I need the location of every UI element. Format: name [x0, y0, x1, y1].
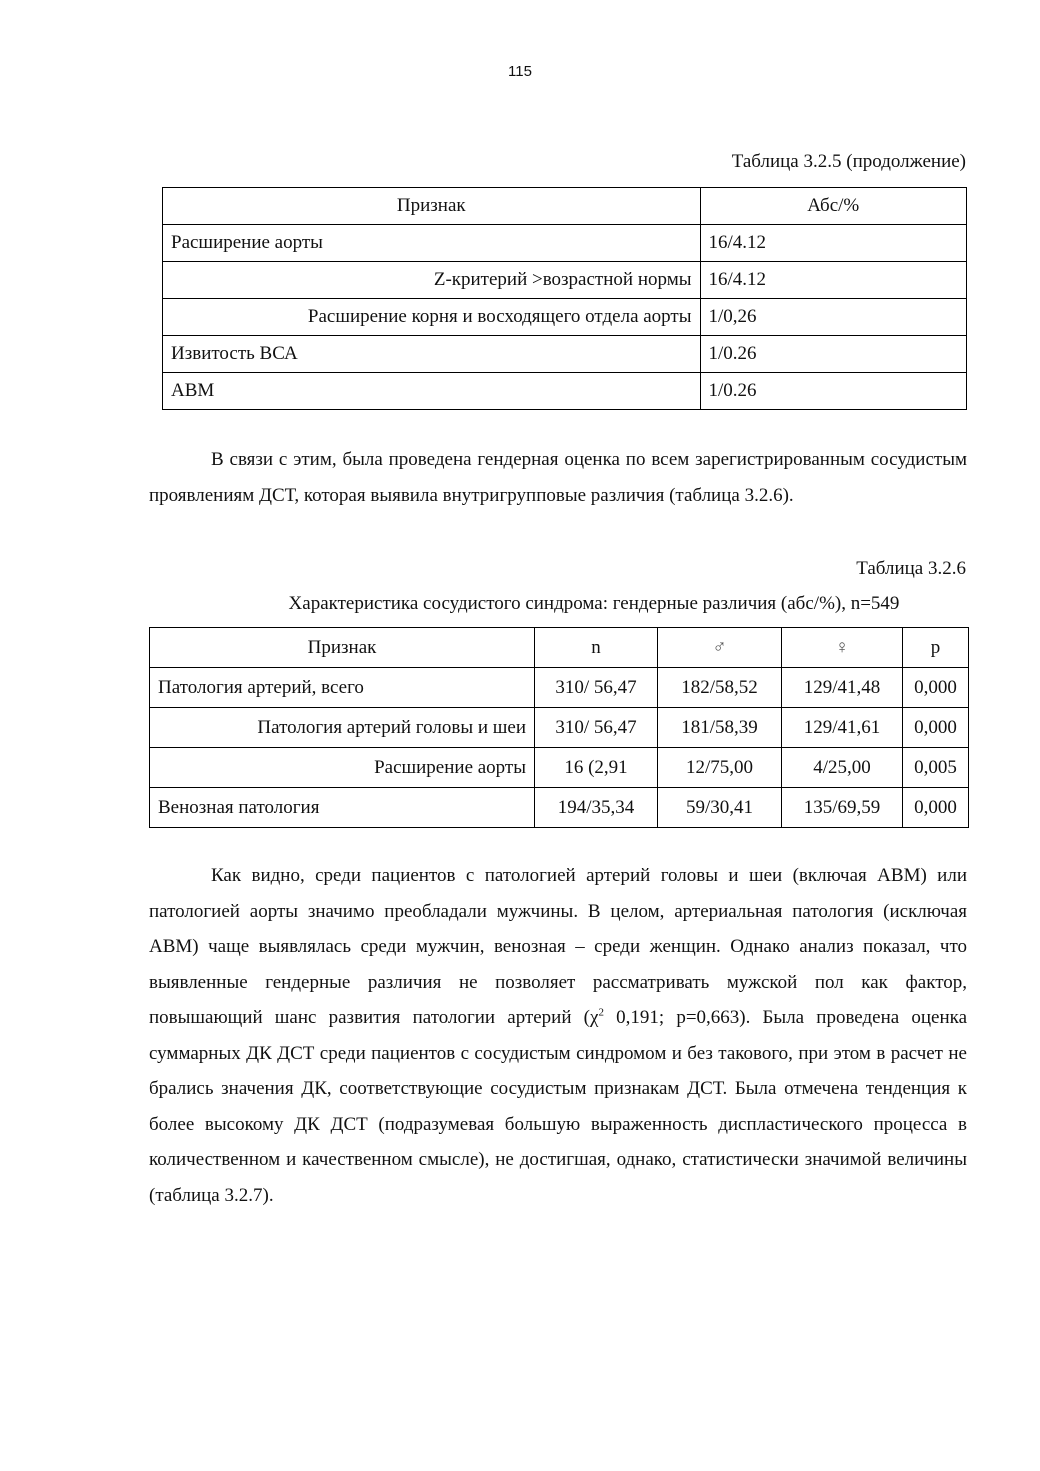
cell-n: 310/ 56,47 — [535, 708, 658, 748]
cell-female: 4/25,00 — [782, 748, 903, 788]
cell-n: 16 (2,91 — [535, 748, 658, 788]
cell-male: 59/30,41 — [658, 788, 782, 828]
header-cell-feature: Признак — [163, 188, 701, 225]
paragraph-2-text-a: Как видно, среди пациентов с патологией артерий головы и шеи (включая АВМ) или патологией аорты значимо преобладали мужчины. В целом, артериальная патология (исключая АВМ) чаще выявлялась среди мужчин, венозная – среди женщин. Однако анализ показал, что выявленные гендерные различия не позволяет рассматривать мужской пол как фактор, повышающий шанс развития патологии артерий (χ — [149, 865, 967, 1028]
cell-p: 0,005 — [903, 748, 969, 788]
cell-male: 181/58,39 — [658, 708, 782, 748]
table-row — [163, 299, 967, 336]
row-label: Расширение аорты — [163, 225, 701, 262]
table-header-row — [150, 628, 969, 668]
table-row — [150, 748, 969, 788]
cell-n: 194/35,34 — [535, 788, 658, 828]
header-cell-n: n — [535, 628, 658, 668]
table-3-2-6 — [149, 627, 969, 828]
cell-p: 0,000 — [903, 788, 969, 828]
cell-n: 310/ 56,47 — [535, 668, 658, 708]
table-row — [163, 262, 967, 299]
row-label: АВМ — [163, 373, 701, 410]
row-value: 1/0.26 — [700, 336, 967, 373]
table-row — [163, 336, 967, 373]
table-3-2-5-caption: Таблица 3.2.5 (продолжение) — [731, 151, 966, 172]
superscript: 2 — [598, 1006, 604, 1019]
table-row — [163, 225, 967, 262]
row-value: 1/0.26 — [700, 373, 967, 410]
row-label: Извитость ВСА — [163, 336, 701, 373]
row-value: 16/4.12 — [700, 225, 967, 262]
header-cell-feature: Признак — [150, 628, 535, 668]
table-header-row — [163, 188, 967, 225]
cell-p: 0,000 — [903, 668, 969, 708]
cell-male: 182/58,52 — [658, 668, 782, 708]
cell-p: 0,000 — [903, 708, 969, 748]
row-value: 16/4.12 — [700, 262, 967, 299]
row-label: Венозная патология — [150, 788, 535, 828]
row-label: Расширение аорты — [150, 748, 535, 788]
table-row — [150, 708, 969, 748]
table-row — [150, 668, 969, 708]
header-cell-abs: Абс/% — [700, 188, 967, 225]
table-3-2-6-caption: Таблица 3.2.6 — [856, 558, 966, 579]
cell-male: 12/75,00 — [658, 748, 782, 788]
header-cell-p: p — [903, 628, 969, 668]
row-label: Z-критерий >возрастной нормы — [163, 262, 701, 299]
row-label: Патология артерий, всего — [150, 668, 535, 708]
table-3-2-5 — [162, 187, 967, 410]
table-3-2-6-title: Характеристика сосудистого синдрома: гендерные различия (абс/%), n=549 — [288, 593, 900, 614]
cell-female: 135/69,59 — [782, 788, 903, 828]
page-number: 115 — [508, 63, 532, 80]
row-value: 1/0,26 — [700, 299, 967, 336]
cell-female: 129/41,48 — [782, 668, 903, 708]
cell-female: 129/41,61 — [782, 708, 903, 748]
table-row — [150, 788, 969, 828]
paragraph-1-text: В связи с этим, была проведена гендерная оценка по всем зарегистрированным сосудистым проявлениям ДСТ, которая выявила внутригрупповые различия (таблица 3.2.6). — [149, 449, 967, 506]
paragraph-1 — [149, 442, 967, 513]
paragraph-2-text-b: 0,191; p=0,663). Была проведена оценка суммарных ДК ДСТ среди пациентов с сосудистым синдромом и без такового, при этом в расчет не брались значения ДК, соответствующие сосудистым признакам ДСТ. Была отмечена тенденция к более высокому ДК ДСТ (подразумевая большую выраженность диспластического процесса в количественном и качественном смысле), не достигшая, однако, статистически значимой величины (таблица 3.2.7). — [149, 1007, 968, 1206]
paragraph-2 — [149, 858, 967, 1213]
male-symbol-icon: ♂ — [658, 628, 782, 668]
table-row — [163, 373, 967, 410]
row-label: Патология артерий головы и шеи — [150, 708, 535, 748]
female-symbol-icon: ♀ — [782, 628, 903, 668]
row-label: Расширение корня и восходящего отдела аорты — [163, 299, 701, 336]
